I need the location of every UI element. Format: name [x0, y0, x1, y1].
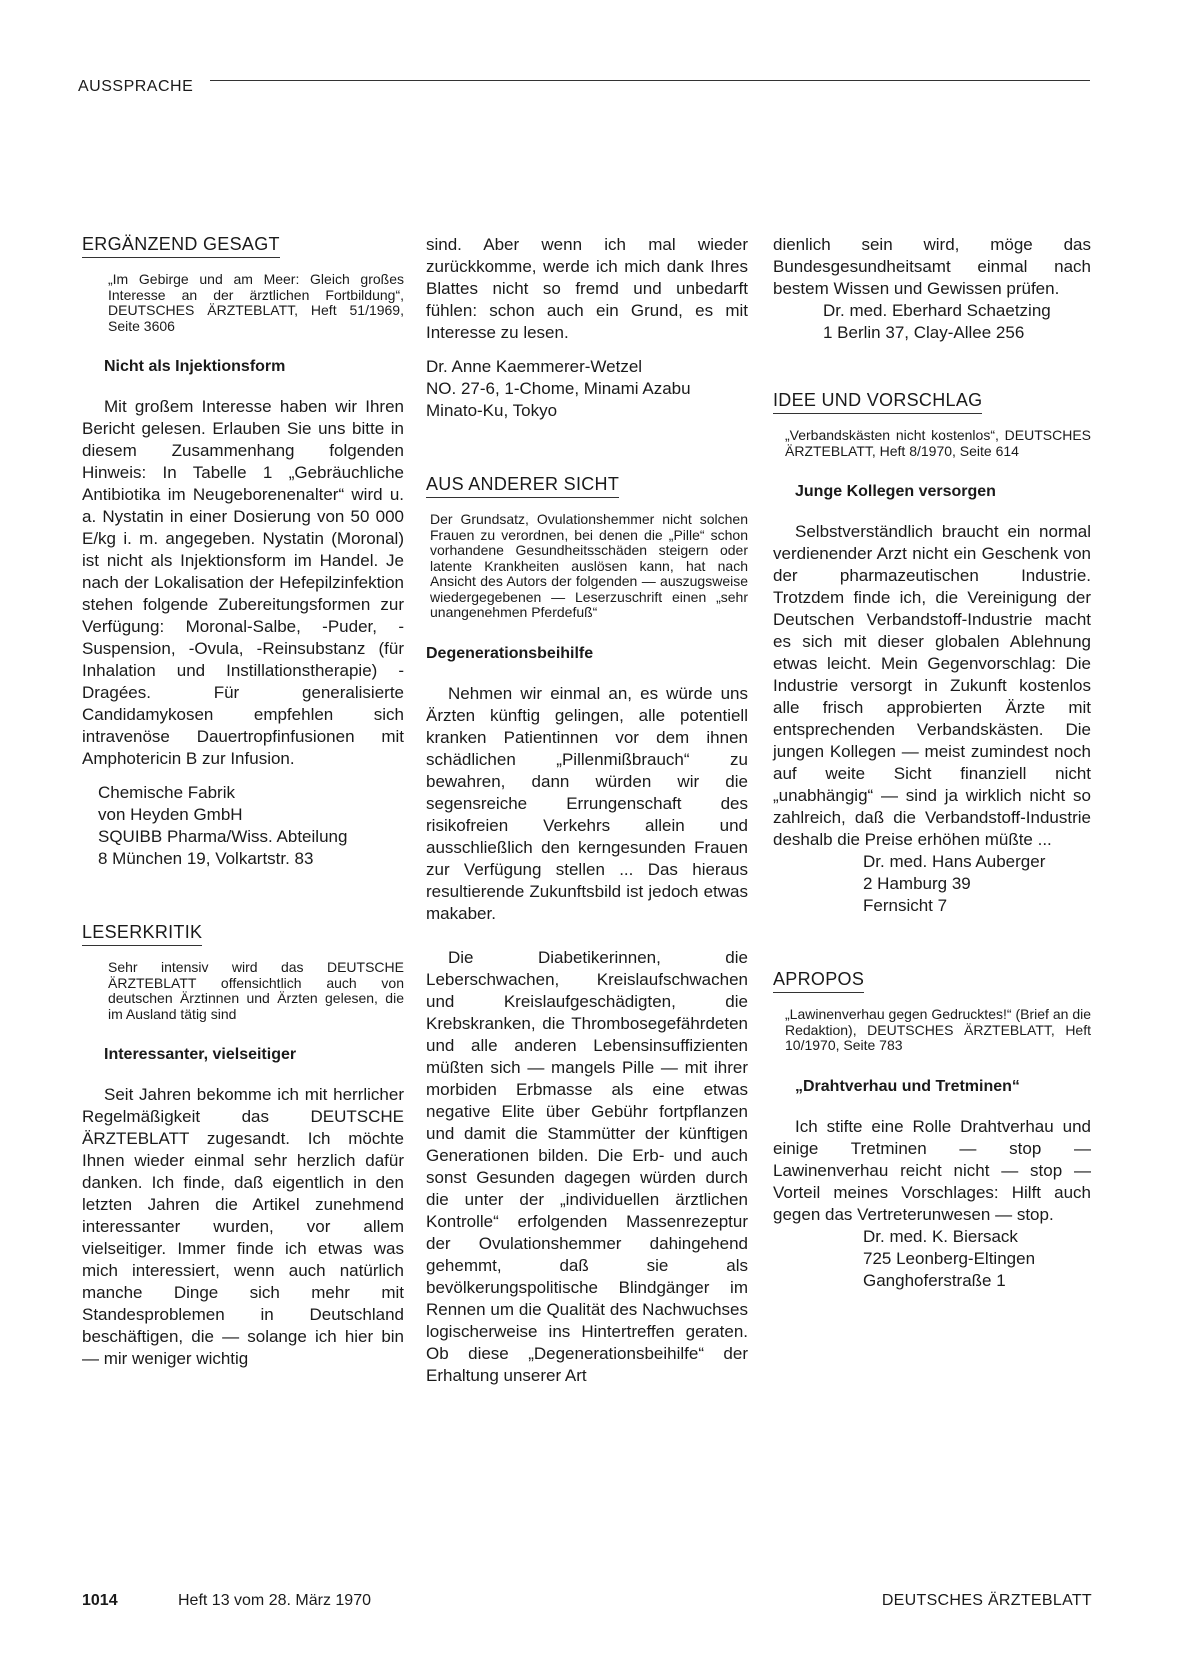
column-1	[82, 234, 404, 1370]
section-heading: LESERKRITIK	[82, 922, 202, 946]
section-intro: Der Grundsatz, Ovulationshemmer nicht solchen Frauen zu verordnen, bei denen die „Pille“ schon vorhandene Gesundheitsschäden steigern oder latente Krankheiten auslösen kann, hat nach Ansicht des Autors der folgenden — auszugsweise wiedergegebenen — Leserzuschrift einen „sehr unangenehmen Pferdefuß“	[430, 511, 748, 620]
letter-body: Die Diabetikerinnen, die Leberschwachen, Kreislaufschwachen und Kreislaufgeschädigten, die Krebskranken, die Thrombosegefährdeten und alle anderen Lebensinsuffizienten müßten sich — mangels Pille — mit ihrer morbiden Erbmasse als eine etwas negative Elite über Gebühr fortpflanzen und damit die Stammütter der künftigen Generationen bilden. Die Erb- und auch sonst Gesunden dagegen würden durch die unter der „individuellen ärztlichen Kontrolle“ erfolgenden Massenrezeptur der Ovulationshemmer dahingehend gehemmt, daß sie als bevölkerungspolitische Blindgänger im Rennen um die Qualität des Nachwuchses logischerweise ins Hintertreffen geraten. Ob diese „Degenerationsbeihilfe“ der Erhaltung unserer Art	[426, 947, 748, 1385]
section-heading: AUS ANDERER SICHT	[426, 474, 619, 498]
section-intro: Sehr intensiv wird das DEUTSCHE ÄRZTEBLATT offensichtlich auch von deutschen Ärztinnen und Ärzten gelesen, die im Ausland tätig sind	[108, 959, 404, 1022]
letter-title: Nicht als Injektionsform	[104, 358, 286, 375]
letter-title: Junge Kollegen versorgen	[795, 483, 996, 500]
section-label: AUSSPRACHE	[78, 78, 194, 95]
letter-body-continuation: sind. Aber wenn ich mal wieder zurückkomme, werde ich mich dank Ihres Blattes nicht so fremd und unbedarft fühlen: schon auch ein Grund, es mit Interesse zu lesen.	[426, 235, 748, 342]
page-footer	[82, 1592, 1092, 1616]
section-heading: IDEE UND VORSCHLAG	[773, 390, 982, 414]
letter-body-continuation: dienlich sein wird, möge das Bundesgesundheitsamt einmal nach bestem Wissen und Gewissen prüfen.	[773, 235, 1091, 298]
letter-signature: Chemische Fabrik von Heyden GmbH SQUIBB Pharma/Wiss. Abteilung 8 München 19, Volkartstr. 83	[98, 783, 348, 868]
page-header	[78, 78, 1090, 100]
section-heading: ERGÄNZEND GESAGT	[82, 234, 280, 258]
letter-body: Ich stifte eine Rolle Drahtverhau und einige Tretminen — stop — Lawinenverhau reicht nicht — stop — Vorteil meines Vorschlages: Hilft auch gegen das Vertreterunwesen — stop.	[773, 1116, 1091, 1224]
column-3	[773, 234, 1091, 1292]
issue-info: Heft 13 vom 28. März 1970	[178, 1592, 371, 1609]
letter-body: Selbstverständlich braucht ein normal verdienender Arzt nicht ein Geschenk von der pharmazeutischen Industrie. Trotzdem finde ich, die Vereinigung der Deutschen Verbandstoff-Industrie macht es sich mit dieser globalen Ablehnung etwas leicht. Mein Gegenvorschlag: Die Industrie versorgt in Zukunft kostenlos alle frisch approbierten Ärzte mit entsprechenden Verbandskästen. Die jungen Kollegen — meist zumindest noch auf weite Sicht finanziell nicht „unabhängig“ — sind ja wirklich nicht so zahlreich, daß die Verbandstoff-Industrie deshalb die Preise erhöhen müßte ...	[773, 522, 1091, 849]
letter-title: Interessanter, vielseitiger	[104, 1046, 297, 1063]
letter-signature: Dr. med. Hans Auberger 2 Hamburg 39 Fernsicht 7	[863, 852, 1046, 915]
section-intro: „Im Gebirge und am Meer: Gleich großes Interesse an der ärztlichen Fortbildung“, DEUTSCHES ÄRZTEBLATT, Heft 51/1969, Seite 3606	[108, 271, 404, 334]
section-intro: „Lawinenverhau gegen Gedrucktes!“ (Brief an die Redaktion), DEUTSCHES ÄRZTEBLATT, Heft 10/1970, Seite 783	[785, 1006, 1091, 1053]
letter-body: Nehmen wir einmal an, es würde uns Ärzten künftig gelingen, alle potentiell kranken Patientinnen vor dem ihnen schädlichen „Pillenmißbrauch“ zu bewahren, dann würden wir die segensreiche Errungenschaft des risikofreien Verkehrs allein und ausschließlich den kerngesunden Frauen zur Verfügung stellen ... Das hieraus resultierende Zukunftsbild ist jedoch etwas makaber.	[426, 683, 748, 923]
letter-signature: Dr. med. Eberhard Schaetzing 1 Berlin 37, Clay-Allee 256	[823, 301, 1051, 342]
section-intro: „Verbandskästen nicht kostenlos“, DEUTSCHES ÄRZTEBLATT, Heft 8/1970, Seite 614	[785, 427, 1091, 459]
letter-body: Mit großem Interesse haben wir Ihren Bericht gelesen. Erlauben Sie uns bitte in diesem Zusammenhang folgenden Hinweis: In Tabelle 1 „Gebräuchliche Antibiotika im Neugeborenenalter“ wird u. a. Nystatin in einer Dosierung von 50 000 E/kg i. m. angegeben. Nystatin (Moronal) ist nicht als Injektionsform im Handel. Je nach der Lokalisation der Hefepilzinfektion stehen folgende Zubereitungsformen zur Verfügung: Moronal-Salbe, -Puder, -Suspension, -Ovula, -Reinsubstanz (für Inhalation und Instillationstherapie) -Dragées. Für generalisierte Candidamykosen empfehlen sich intravenöse Dauertropfinfusionen mit Amphotericin B zur Infusion.	[82, 397, 404, 768]
letter-title: „Drahtverhau und Tretminen“	[795, 1077, 1020, 1095]
letter-signature: Dr. med. K. Biersack 725 Leonberg-Eltingen Ganghoferstraße 1	[863, 1226, 1036, 1290]
magazine-name: DEUTSCHES ÄRZTEBLATT	[881, 1592, 1092, 1609]
column-2	[426, 234, 748, 1387]
letter-body: Seit Jahren bekomme ich mit herrlicher Regelmäßigkeit das DEUTSCHE ÄRZTEBLATT zugesandt. Ich möchte Ihnen wieder einmal sehr herzlich dafür danken. Ich finde, daß eigentlich in den letzten Jahren die Artikel zunehmend interessanter wurden, vor allem vielseitiger. Immer finde ich etwas was mich interessiert, wenn auch natürlich manche Dinge sich mehr mit Standesproblemen in Deutschland beschäftigen, die — solange ich hier bin — mir weniger wichtig	[82, 1085, 404, 1368]
letter-signature: Dr. Anne Kaemmerer-Wetzel NO. 27-6, 1-Chome, Minami Azabu Minato-Ku, Tokyo	[426, 357, 691, 420]
header-rule	[210, 80, 1090, 81]
letter-title: Degenerationsbeihilfe	[426, 644, 594, 662]
section-heading: APROPOS	[773, 969, 864, 993]
page-number: 1014	[82, 1592, 118, 1609]
